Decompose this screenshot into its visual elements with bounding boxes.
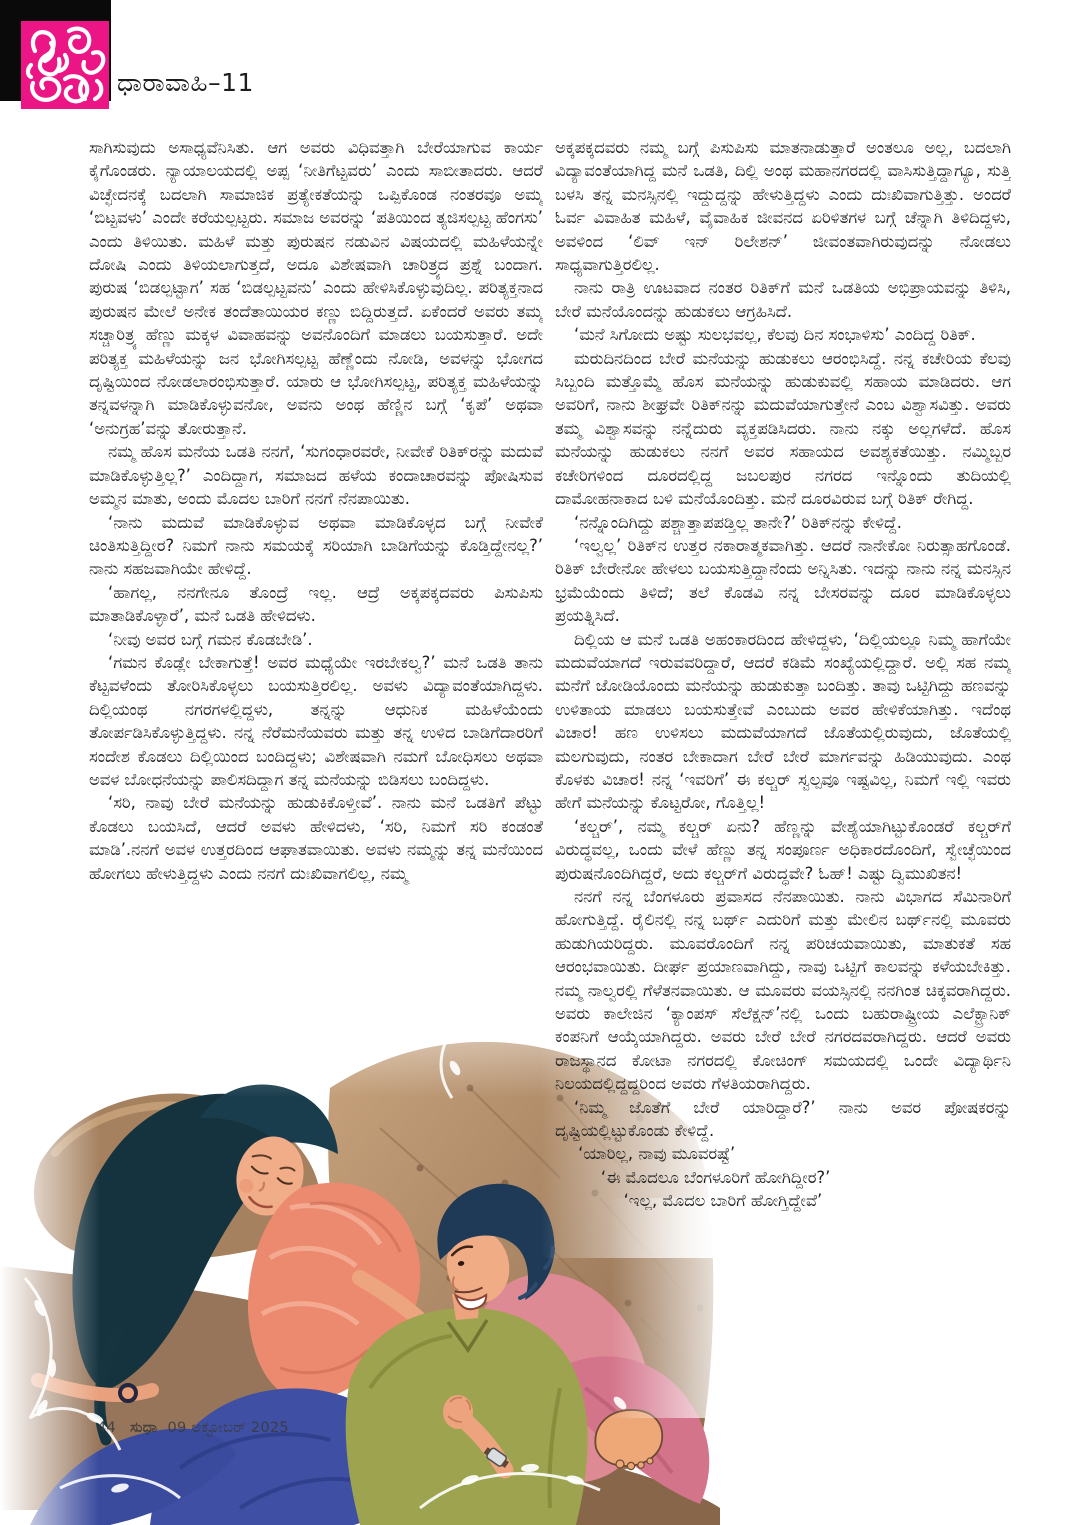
foot (595, 1410, 662, 1470)
paragraph: ನಾನು ರಾತ್ರಿ ಊಟವಾದ ನಂತರ ರಿತಿಕ್‌ಗೆ ಮನೆ ಒಡತಿಯ ಅಭಿಪ್ರಾಯವನ್ನು ತಿಳಿಸಿ, ಬೇರೆ ಮನೆಯೊಂದನ್ನು ಹುಡುಕಲು ಆಗ್ರಹಿಸಿದೆ. (555, 278, 1011, 321)
paragraph: ‘ಇಲ್ಲ, ಮೊದಲ ಬಾರಿಗೆ ಹೋಗ್ತಿದ್ದೇವೆ’ (623, 1191, 823, 1211)
paragraph: ‘ಕಲ್ಚರ್’, ನಮ್ಮ ಕಲ್ಚರ್ ಏನು? ಹೆಣ್ಣನ್ನು ವೇಶ್ಯೆಯಾಗಿಟ್ಟುಕೊಂಡರೆ ಕಲ್ಚರ್‌ಗೆ ವಿರುದ್ಧವಲ್ಲ, ಒಂದು ವೇಳೆ ಹೆಣ್ಣು ತನ್ನ ಸಂಪೂರ್ಣ ಅಧಿಕಾರದೊಂದಿಗೆ, ಸ್ವೇಚ್ಛೆಯಿಂದ ಪುರುಷನೊಂದಿಗಿದ್ದರೆ, ಅದು ಕಲ್ಚರ್‌ಗೆ ವಿರುದ್ಧವೇ? ಓಹ್! ಎಷ್ಟು ದ್ವಿಮುಖಿತನ! (555, 816, 1011, 883)
paragraph: ನನಗೆ ನನ್ನ ಬೆಂಗಳೂರು ಪ್ರವಾಸದ ನೆನಪಾಯಿತು. ನಾನು ವಿಭಾಗದ ಸೆಮಿನಾರಿಗೆ ಹೋಗುತ್ತಿದ್ದೆ. ರೈಲಿನಲ್ಲಿ ನನ್ನ ಬರ್ಥ್ ಎದುರಿಗೆ ಮತ್ತು ಮೇಲಿನ ಬರ್ಥ್‌ನಲ್ಲಿ ಮೂವರು ಹುಡುಗಿಯರಿದ್ದರು. ಮೂವರೊಂದಿಗೆ ನನ್ನ ಪರಿಚಯವಾಯಿತು, ಮಾತುಕತೆ ಸಹ ಆರಂಭವಾಯಿತು. ದೀರ್ಘ ಪ್ರಯಾಣವಾಗಿದ್ದು, ನಾವು ಒಟ್ಟಿಗೆ ಕಾಲವನ್ನು ಕಳೆಯಬೇಕಿತ್ತು. ನಮ್ಮ ನಾಲ್ವರಲ್ಲಿ ಗೆಳೆತನವಾಯಿತು. ಆ ಮೂವರು ವಯಸ್ಸಿನಲ್ಲಿ ನನಗಿಂತ ಚಿಕ್ಕವರಾಗಿದ್ದರು. ಅವರು ಕಾಲೇಜಿನ ‘ಕ್ಯಾಂಪಸ್ ಸೆಲೆಕ್ಷನ್’ನಲ್ಲಿ ಒಂದು ಬಹುರಾಷ್ಟ್ರೀಯ ಎಲೆಕ್ಟ್ರಾನಿಕ್ ಕಂಪನಿಗೆ ಆಯ್ಕೆಯಾಗಿದ್ದರು. ಅವರು ಬೇರೆ ಬೇರೆ ನಗರದವರಾಗಿದ್ದರು. ಆದರೆ ಅವರು ರಾಜಸ್ಥಾನದ ಕೋಟಾ ನಗರದಲ್ಲಿ ಕೋಚಿಂಗ್ ಸಮಯದಲ್ಲಿ ಒಂದೇ ವಿದ್ಯಾರ್ಥಿನಿ ನಿಲಯದಲ್ಲಿದ್ದದ್ದರಿಂದ ಅವರು ಗೆಳತಿಯರಾಗಿದ್ದರು. (555, 887, 1011, 1094)
paragraph: ‘ಯಾರಿಲ್ಲ, ನಾವು ಮೂವರಷ್ಟೆ’ (578, 1144, 736, 1164)
paragraph: ‘ಸರಿ, ನಾವು ಬೇರೆ ಮನೆಯನ್ನು ಹುಡುಕಿಕೊಳ್ತೀವೆ’. ನಾನು ಮನೆ ಒಡತಿಗೆ ಪೆಟ್ಟು ಕೊಡಲು ಬಯಸಿದೆ, ಆದರೆ ಅವಳು ಹೇಳಿದಳು, ‘ಸರಿ, ನಿಮಗೆ ಸರಿ ಕಂಡಂತೆ ಮಾಡಿ’.ನನಗೆ ಅವಳ ಉತ್ತರದಿಂದ ಆಘಾತವಾಯಿತು. ಅವಳು ನಮ್ಮನ್ನು ತನ್ನ ಮನೆಯಿಂದ ಹೋಗಲು ಹೇಳುತ್ತಿದ್ದಳು ಎಂದು ನನಗೆ ದುಃಖಿವಾಗಲಿಲ್ಲ, ನಮ್ಮ (89, 793, 543, 883)
paragraph: ‘ಗಮನ ಕೊಡ್ಲೇ ಬೇಕಾಗುತ್ತೆ! ಅವರ ಮಧ್ಯೆಯೇ ಇರಬೇಕಲ್ವ?’ ಮನೆ ಒಡತಿ ತಾನು ಕೆಟ್ಟವಳೆಂದು ತೋರಿಸಿಕೊಳ್ಳಲು ಬಯಸುತ್ತಿರಲಿಲ್ಲ. ಅವಳು ವಿದ್ಯಾವಂತೆಯಾಗಿದ್ದಳು. ದಿಲ್ಲಿಯಂಥ ನಗರಗಳಲ್ಲಿದ್ದಳು, ತನ್ನನ್ನು ಆಧುನಿಕ ಮಹಿಳೆಯೆಂದು ತೋರ್ಪಡಿಸಿಕೊಳ್ಳುತ್ತಿದ್ದಳು. ನನ್ನ ನೆರೆಮನೆಯವರು ಮತ್ತು ತನ್ನ ಉಳಿದ ಬಾಡಿಗೆದಾರರಿಗೆ ಸಂದೇಶ ಕೊಡಲು ದಿಲ್ಲಿಯಿಂದ ಬಂದಿದ್ದಳು; ವಿಶೇಷವಾಗಿ ನಮಗೆ ಬೋಧಿಸಲು ಅಥವಾ ಅವಳ ಬೋಧನೆಯನ್ನು ಪಾಲಿಸದಿದ್ದಾಗ ತನ್ನ ಮನೆಯನ್ನು ಬಿಡಿಸಲು ಬಂದಿದ್ದಳು. (89, 652, 543, 789)
paragraph: ದಿಲ್ಲಿಯ ಆ ಮನೆ ಒಡತಿ ಅಹಂಕಾರದಿಂದ ಹೇಳಿದ್ದಳು, ‘ದಿಲ್ಲಿಯಲ್ಲೂ ನಿಮ್ಮ ಹಾಗೆಯೇ ಮದುವೆಯಾಗದೆ ಇರುವವರಿದ್ದಾರೆ, ಆದರೆ ಕಡಿಮೆ ಸಂಖ್ಯೆಯಲ್ಲಿದ್ದಾರೆ. ಅಲ್ಲಿ ಸಹ ನಮ್ಮ ಮನೆಗೆ ಜೋಡಿಯೊಂದು ಮನೆಯನ್ನು ಹುಡುಕುತ್ತಾ ಬಂದಿತ್ತು. ತಾವು ಒಟ್ಟಿಗಿದ್ದು ಹಣವನ್ನು ಉಳಿತಾಯ ಮಾಡಲು ಬಯಸುತ್ತೇವೆ ಎಂಬುದು ಅವರ ಹೇಳಿಕೆಯಾಗಿತ್ತು. ಇದೆಂಥ ವಿಚಾರ! ಹಣ ಉಳಿಸಲು ಮದುವೆಯಾಗದೆ ಜೊತೆಯಲ್ಲಿರುವುದು, ಜೊತೆಯಲ್ಲಿ ಮಲಗುವುದು, ನಂತರ ಬೇಕಾದಾಗ ಬೇರೆ ಬೇರೆ ಮಾರ್ಗವನ್ನು ಹಿಡಿಯುವುದು. ಎಂಥ ಕೊಳಕು ವಿಚಾರ! ನನ್ನ ‘ಇವರಿಗೆ’ ಈ ಕಲ್ಚರ್ ಸ್ವಲ್ಪವೂ ಇಷ್ಟವಿಲ್ಲ, ನಿಮಗೆ ಇಲ್ಲಿ ಇವರು ಹೇಗೆ ಮನೆಯನ್ನು ಕೊಟ್ಟರೋ, ಗೊತ್ತಿಲ್ಲ! (555, 629, 1011, 813)
paragraph: ‘ಹಾಗಲ್ಲ, ನನಗೇನೂ ತೊಂದ್ರೆ ಇಲ್ಲ. ಆದ್ರೆ ಅಕ್ಕಪಕ್ಕದವರು ಪಿಸುಪಿಸು ಮಾತಾಡಿಕೊಳ್ಳಾರೆ’, ಮನೆ ಒಡತಿ ಹೇಳಿದಳು. (89, 582, 543, 626)
series-title: ಧಾರಾವಾಹಿ–11 (117, 68, 254, 97)
paragraph: ನಮ್ಮ ಹೊಸ ಮನೆಯ ಒಡತಿ ನನಗೆ, ‘ಸುಗಂಧಾರವರೇ, ನೀವೇಕೆ ರಿತಿಕ್‌ರನ್ನು ಮದುವೆ ಮಾಡಿಕೊಳ್ಳುತ್ತಿಲ್ಲ?’ ಎಂದಿದ್ದಾಗ, ಸಮಾಜದ ಹಳೆಯ ಕಂದಾಚಾರವನ್ನು ಪೋಷಿಸುವ ಅಮ್ಮನ ಮಾತು, ಅಂದು ಮೊದಲ ಬಾರಿಗೆ ನನಗೆ ನೆನಪಾಯಿತು. (89, 442, 543, 509)
paragraph: ಸಾಗಿಸುವುದು ಅಸಾಧ್ಯವೆನಿಸಿತು. ಆಗ ಅವರು ವಿಧಿವತ್ತಾಗಿ ಬೇರೆಯಾಗುವ ಕಾರ್ಯ ಕೈಗೊಂಡರು. ನ್ಯಾಯಾಲಯದಲ್ಲಿ ಅಪ್ಪ ‘ನೀತಿಗೆಟ್ಟವರು’ ಎಂದು ಸಾಬೀತಾದರು. ಆದರೆ ವಿಚ್ಛೇದನಕ್ಕೆ ಬದಲಾಗಿ ಸಾಮಾಜಿಕ ಪ್ರತ್ಯೇಕತೆಯನ್ನು ಒಪ್ಪಿಕೊಂಡ ನಂತರವೂ ಅಮ್ಮ ‘ಬಿಟ್ಟವಳು’ ಎಂದೇ ಕರೆಯಲ್ಪಟ್ಟರು. ಸಮಾಜ ಅವರನ್ನು ‘ಪತಿಯಿಂದ ತ್ಯಜಿಸಲ್ಪಟ್ಟ ಹೆಂಗಸು’ ಎಂದು ತಿಳಿಯಿತು. ಮಹಿಳೆ ಮತ್ತು ಪುರುಷನ ನಡುವಿನ ವಿಷಯದಲ್ಲಿ ಮಹಿಳೆಯನ್ನೇ ದೋಷಿ ಎಂದು ತಿಳಿಯಲಾಗುತ್ತದೆ, ಅದೂ ವಿಶೇಷವಾಗಿ ಚಾರಿತ್ರ್ಯದ ಪ್ರಶ್ನೆ ಬಂದಾಗ. ಪುರುಷ ‘ಬಿಡಲ್ಪಟ್ಟಾಗ’ ಸಹ ‘ಬಿಡಲ್ಪಟ್ಟವನು’ ಎಂದು ಹೇಳಿಸಿಕೊಳ್ಳುವುದಿಲ್ಲ. ಪರಿತ್ಯಕ್ತನಾದ ಪುರುಷನ ಮೇಲೆ ಅನೇಕ ತಂದೆತಾಯಿಯರ ಕಣ್ಣು ಬಿದ್ದಿರುತ್ತದೆ. ಏಕೆಂದರೆ ಅವರು ತಮ್ಮ ಸಚ್ಚಾರಿತ್ರ್ಯ ಹೆಣ್ಣು ಮಕ್ಕಳ ವಿವಾಹವನ್ನು ಅವನೊಂದಿಗೆ ಮಾಡಲು ಬಯಸುತ್ತಾರೆ. ಅದೇ ಪರಿತ್ಯಕ್ತ ಮಹಿಳೆಯನ್ನು ಜನ ಭೋಗಿಸಲ್ಪಟ್ಟ ಹೆಣ್ಣೆಂದು ನೋಡಿ, ಅವಳನ್ನು ಭೋಗದ ದೃಷ್ಟಿಯಿಂದ ನೋಡಲಾರಂಭಿಸುತ್ತಾರೆ. ಯಾರು ಆ ಭೋಗಿಸಲ್ಪಟ್ಟ, ಪರಿತ್ಯಕ್ತ ಮಹಿಳೆಯನ್ನು ತನ್ನವಳನ್ನಾಗಿ ಮಾಡಿಕೊಳ್ಳುವನೋ, ಅವನು ಅಂಥ ಹೆಣ್ಣಿನ ಬಗ್ಗೆ ‘ಕೃಪೆ’ ಅಥವಾ ‘ಅನುಗ್ರಹ’ವನ್ನು ತೋರುತ್ತಾನೆ. (89, 138, 543, 438)
paragraph: ‘ನಾನು ಮದುವೆ ಮಾಡಿಕೊಳ್ಳುವ ಅಥವಾ ಮಾಡಿಕೊಳ್ಳದ ಬಗ್ಗೆ ನೀವೇಕೆ ಚಿಂತಿಸುತ್ತಿದ್ದೀರ? ನಿಮಗೆ ನಾನು ಸಮಯಕ್ಕೆ ಸರಿಯಾಗಿ ಬಾಡಿಗೆಯನ್ನು ಕೊಡ್ತಿದ್ದೇನಲ್ಲ?’ ನಾನು ಸಹಜವಾಗಿಯೇ ಹೇಳಿದ್ದೆ. (89, 512, 543, 579)
paragraph: ಮರುದಿನದಿಂದ ಬೇರೆ ಮನೆಯನ್ನು ಹುಡುಕಲು ಆರಂಭಿಸಿದ್ದೆ. ನನ್ನ ಕಚೇರಿಯ ಕೆಲವು ಸಿಬ್ಬಂದಿ ಮತ್ತೊಮ್ಮೆ ಹೊಸ ಮನೆಯನ್ನು ಹುಡುಕುವಲ್ಲಿ ಸಹಾಯ ಮಾಡಿದರು. ಆಗ ಅವರಿಗೆ, ನಾನು ಶೀಘ್ರವೇ ರಿತಿಕ್‌ನನ್ನು ಮದುವೆಯಾಗುತ್ತೇನೆ ಎಂಬ ವಿಶ್ವಾಸವಿತ್ತು. ಅವರು ತಮ್ಮ ವಿಶ್ವಾಸವನ್ನು ನನ್ನೆದುರು ವ್ಯಕ್ತಪಡಿಸಿದರು. ನಾನು ನಕ್ಕು ಅಲ್ಲಗಳೆದೆ. ಹೊಸ ಮನೆಯನ್ನು ಹುಡುಕಲು ನನಗೆ ಅವರ ಸಹಾಯದ ಅವಶ್ಯಕತೆಯಿತ್ತು. ನಮ್ಮಿಬ್ಬರ ಕಚೇರಿಗಳಿಂದ ದೂರದಲ್ಲಿದ್ದ ಜಬಲಪುರ ನಗರದ ಇನ್ನೊಂದು ತುದಿಯಲ್ಲಿ ದಾಮೋಹನಾಕಾದ ಬಳಿ ಮನೆಯೊಂದಿತ್ತು. ಮನೆ ದೂರವಿರುವ ಬಗ್ಗೆ ರಿತಿಕ್ ರೇಗಿದ್ದ. (555, 348, 1011, 509)
text-column-right (551, 136, 1011, 1418)
text-column-left (85, 136, 543, 1041)
paragraph: ಅಕ್ಕಪಕ್ಕದವರು ನಮ್ಮ ಬಗ್ಗೆ ಪಿಸುಪಿಸು ಮಾತನಾಡುತ್ತಾರೆ ಅಂತಲೂ ಅಲ್ಲ, ಬದಲಾಗಿ ವಿದ್ಯಾವಂತೆಯಾಗಿದ್ದ ಮನೆ ಒಡತಿ, ದಿಲ್ಲಿ ಅಂಥ ಮಹಾನಗರದಲ್ಲಿ ವಾಸಿಸುತ್ತಿದ್ದಾಗ್ಯೂ, ಸುತ್ತಿ ಬಳಸಿ ತನ್ನ ಮನಸ್ಸಿನಲ್ಲಿ ಇದ್ದುದ್ದನ್ನು ಹೇಳುತ್ತಿದ್ದಳು ಎಂದು ದುಃಖಿವಾಗುತ್ತಿತ್ತು. ಅಂದರೆ ಓರ್ವ ವಿವಾಹಿತ ಮಹಿಳೆ, ವೈವಾಹಿಕ ಜೀವನದ ಏರಿಳಿತಗಳ ಬಗ್ಗೆ ಚೆನ್ನಾಗಿ ತಿಳಿದಿದ್ದಳು, ಅವಳಿಂದ ‘ಲಿವ್ ಇನ್ ರಿಲೇಶನ್’ ಜೀವಂತವಾಗಿರುವುದನ್ನು ನೋಡಲು ಸಾಧ್ಯವಾಗುತ್ತಿರಲಿಲ್ಲ. (555, 138, 1011, 275)
paragraph: ‘ನಿಮ್ಮ ಜೊತೆಗೆ ಬೇರೆ ಯಾರಿದ್ದಾರೆ?’ ನಾನು ಅವರ ಪೋಷಕರನ್ನು ದೃಷ್ಟಿಯಲ್ಲಿಟ್ಟುಕೊಂಡು ಕೇಳಿದ್ದೆ. (555, 1097, 1011, 1141)
page-footer (97, 1420, 289, 1436)
magazine-name: ಸುಧಾ (130, 1420, 158, 1436)
magazine-logo-icon (21, 21, 109, 109)
paragraph: ‘ಇಲ್ವಲ್ಲ’ ರಿತಿಕ್‌ನ ಉತ್ತರ ನಕಾರಾತ್ಮಕವಾಗಿತ್ತು. ಆದರೆ ನಾನೇಕೋ ನಿರುತ್ಸಾಹಗೊಂಡೆ. ರಿತಿಕ್ ಬೇರೇನೋ ಹೇಳಲು ಬಯಸುತ್ತಿದ್ದಾನೆಂದು ಅನ್ನಿಸಿತು. ಇದನ್ನು ನಾನು ನನ್ನ ಮನಸ್ಸಿನ ಭ್ರಮೆಯೆಂದು ತಿಳಿದೆ; ತಲೆ ಕೊಡವಿ ನನ್ನ ಬೇಸರವನ್ನು ದೂರ ಮಾಡಿಕೊಳ್ಳಲು ಪ್ರಯತ್ನಿಸಿದೆ. (555, 535, 1011, 626)
issue-date: 09 ಅಕ್ಟೋಬರ್ 2025 (167, 1420, 289, 1436)
paragraph: ‘ಈ ಮೊದಲೂ ಬೆಂಗಳೂರಿಗೆ ಹೋಗಿದ್ದೀರ?’ (600, 1167, 831, 1187)
paragraph: ‘ನನ್ನೊಂದಿಗಿದ್ದು ಪಶ್ಚಾತ್ತಾಪಪಡ್ತಿಲ್ಲ ತಾನೇ?’ ರಿತಿಕ್‌ನನ್ನು ಕೇಳಿದ್ದೆ. (574, 512, 902, 532)
page-number: 44 (97, 1420, 117, 1436)
paragraph: ‘ನೀವು ಅವರ ಬಗ್ಗೆ ಗಮನ ಕೊಡಬೇಡಿ’. (108, 629, 313, 649)
paragraph: ‘ಮನೆ ಸಿಗೋದು ಅಷ್ಟು ಸುಲಭವಲ್ಲ, ಕೆಲವು ದಿನ ಸಂಭಾಳಿಸು’ ಎಂದಿದ್ದ ರಿತಿಕ್. (574, 325, 976, 345)
